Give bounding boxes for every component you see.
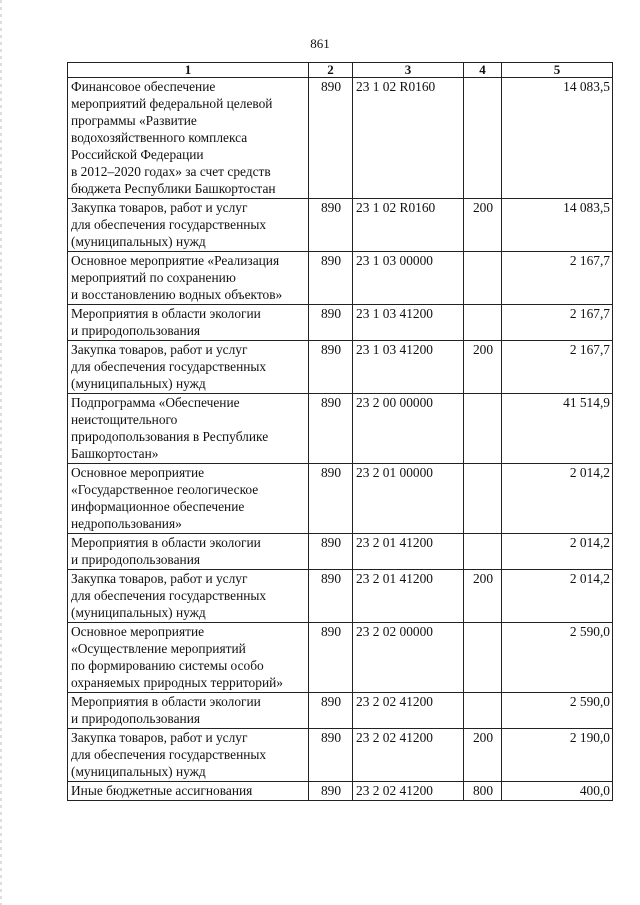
target-article-cell: 23 1 03 41200 (353, 341, 464, 394)
department-code-cell: 890 (309, 729, 353, 782)
table-row (68, 199, 613, 252)
department-code-cell: 890 (309, 534, 353, 570)
department-code-cell: 890 (309, 78, 353, 199)
expense-type-cell: 200 (464, 341, 502, 394)
item-name-cell: Закупка товаров, работ и услуг для обеспечения государственных (муниципальных) нужд (68, 729, 309, 782)
table-row (68, 570, 613, 623)
scan-edge (0, 0, 2, 905)
expense-type-cell: 200 (464, 199, 502, 252)
column-header-3: 3 (353, 63, 464, 78)
department-code-cell: 890 (309, 199, 353, 252)
table-row (68, 305, 613, 341)
budget-table (67, 62, 613, 801)
target-article-cell: 23 2 01 41200 (353, 534, 464, 570)
amount-cell: 41 514,9 (502, 394, 613, 464)
expense-type-cell: 800 (464, 782, 502, 801)
table-row (68, 782, 613, 801)
column-header-4: 4 (464, 63, 502, 78)
table-row (68, 252, 613, 305)
item-name-cell: Закупка товаров, работ и услуг для обеспечения государственных (муниципальных) нужд (68, 341, 309, 394)
amount-cell: 2 167,7 (502, 305, 613, 341)
department-code-cell: 890 (309, 341, 353, 394)
expense-type-cell (464, 252, 502, 305)
target-article-cell: 23 1 02 R0160 (353, 199, 464, 252)
header-row (68, 63, 613, 78)
target-article-cell: 23 2 02 41200 (353, 693, 464, 729)
target-article-cell: 23 2 02 41200 (353, 729, 464, 782)
item-name-cell: Финансовое обеспечение мероприятий федеральной целевой программы «Развитие водохозяйственного комплекса Российской Федерации в 2012–2020 годах» за счет средств бюджета Республики Башкортостан (68, 78, 309, 199)
amount-cell: 2 167,7 (502, 341, 613, 394)
item-name-cell: Закупка товаров, работ и услуг для обеспечения государственных (муниципальных) нужд (68, 570, 309, 623)
department-code-cell: 890 (309, 623, 353, 693)
expense-type-cell (464, 394, 502, 464)
expense-type-cell (464, 534, 502, 570)
item-name-cell: Закупка товаров, работ и услуг для обеспечения государственных (муниципальных) нужд (68, 199, 309, 252)
amount-cell: 400,0 (502, 782, 613, 801)
department-code-cell: 890 (309, 464, 353, 534)
item-name-cell: Подпрограмма «Обеспечение неистощительного природопользования в Республике Башкортостан» (68, 394, 309, 464)
department-code-cell: 890 (309, 252, 353, 305)
target-article-cell: 23 1 03 41200 (353, 305, 464, 341)
item-name-cell: Мероприятия в области экологии и природопользования (68, 534, 309, 570)
amount-cell: 2 014,2 (502, 570, 613, 623)
department-code-cell: 890 (309, 693, 353, 729)
item-name-cell: Мероприятия в области экологии и природопользования (68, 693, 309, 729)
table-body (68, 78, 613, 801)
table-row (68, 729, 613, 782)
page-number: 861 (310, 36, 330, 51)
amount-cell: 2 014,2 (502, 534, 613, 570)
amount-cell: 14 083,5 (502, 78, 613, 199)
item-name-cell: Основное мероприятие «Государственное геологическое информационное обеспечение недропользования» (68, 464, 309, 534)
expense-type-cell (464, 305, 502, 341)
column-header-2: 2 (309, 63, 353, 78)
table-row (68, 693, 613, 729)
expense-type-cell (464, 693, 502, 729)
department-code-cell: 890 (309, 394, 353, 464)
column-header-1: 1 (68, 63, 309, 78)
target-article-cell: 23 2 02 41200 (353, 782, 464, 801)
column-header-5: 5 (502, 63, 613, 78)
amount-cell: 2 167,7 (502, 252, 613, 305)
target-article-cell: 23 1 02 R0160 (353, 78, 464, 199)
target-article-cell: 23 2 00 00000 (353, 394, 464, 464)
amount-cell: 2 590,0 (502, 623, 613, 693)
item-name-cell: Мероприятия в области экологии и природопользования (68, 305, 309, 341)
amount-cell: 14 083,5 (502, 199, 613, 252)
expense-type-cell (464, 78, 502, 199)
table-row (68, 78, 613, 199)
item-name-cell: Основное мероприятие «Осуществление мероприятий по формированию системы особо охраняемых природных территорий» (68, 623, 309, 693)
item-name-cell: Основное мероприятие «Реализация мероприятий по сохранению и восстановлению водных объектов» (68, 252, 309, 305)
target-article-cell: 23 2 01 41200 (353, 570, 464, 623)
department-code-cell: 890 (309, 782, 353, 801)
item-name-cell: Иные бюджетные ассигнования (68, 782, 309, 801)
table-row (68, 464, 613, 534)
department-code-cell: 890 (309, 305, 353, 341)
expense-type-cell (464, 464, 502, 534)
department-code-cell: 890 (309, 570, 353, 623)
amount-cell: 2 014,2 (502, 464, 613, 534)
table-row (68, 623, 613, 693)
target-article-cell: 23 1 03 00000 (353, 252, 464, 305)
expense-type-cell: 200 (464, 729, 502, 782)
table-row (68, 534, 613, 570)
expense-type-cell: 200 (464, 570, 502, 623)
table-row (68, 394, 613, 464)
amount-cell: 2 590,0 (502, 693, 613, 729)
table-row (68, 341, 613, 394)
target-article-cell: 23 2 02 00000 (353, 623, 464, 693)
amount-cell: 2 190,0 (502, 729, 613, 782)
target-article-cell: 23 2 01 00000 (353, 464, 464, 534)
expense-type-cell (464, 623, 502, 693)
